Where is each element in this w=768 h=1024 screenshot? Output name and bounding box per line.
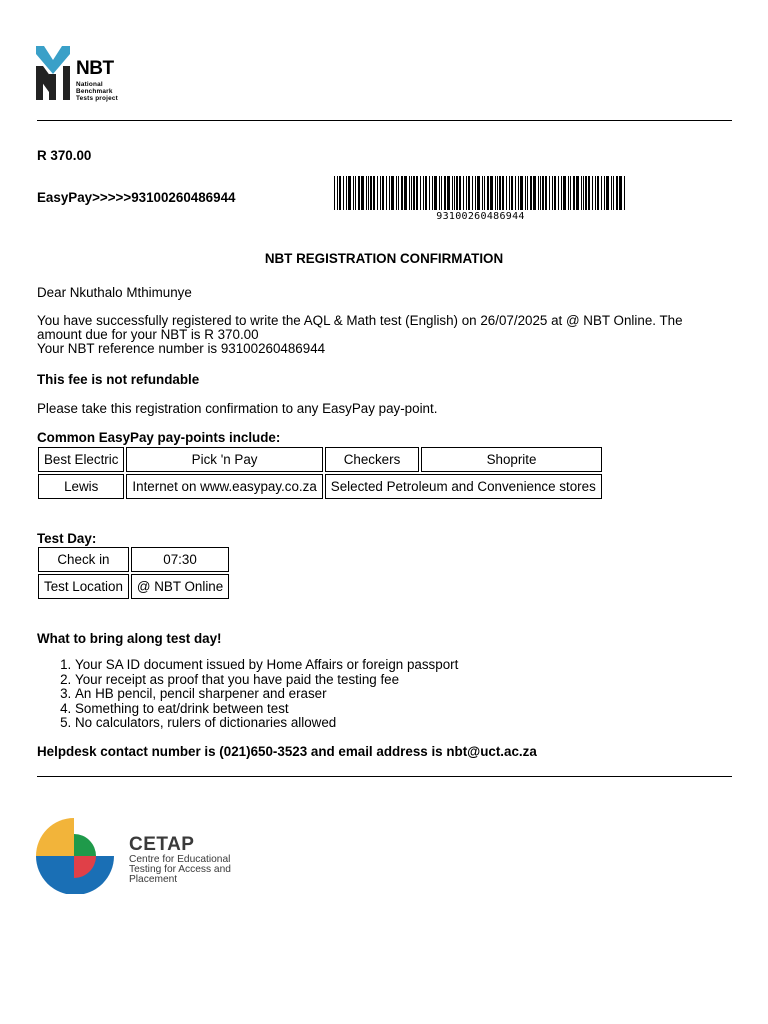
page-title: NBT REGISTRATION CONFIRMATION	[264, 251, 504, 266]
barcode-bar	[538, 176, 539, 210]
barcode-bar	[545, 176, 547, 210]
barcode-bar	[549, 176, 550, 210]
barcode-bar	[366, 176, 367, 210]
test-day-heading: Test Day:	[37, 531, 97, 546]
barcode	[334, 176, 627, 210]
barcode-bar	[506, 176, 507, 210]
barcode-bar	[561, 176, 562, 210]
paypoints-table	[36, 445, 604, 501]
body-line-1: You have successfully registered to write the AQL & Math test (English) on 26/07/2025 at @ NBT Online. The	[37, 313, 683, 328]
barcode-bar	[409, 176, 410, 210]
barcode-number: 93100260486944	[436, 211, 525, 222]
barcode-bar	[613, 176, 614, 210]
list-item: 2. Your receipt as proof that you have paid the testing fee	[75, 673, 458, 688]
list-item: 3. An HB pencil, pencil sharpener and eraser	[75, 687, 458, 702]
barcode-bar	[497, 176, 498, 210]
barcode-bar	[530, 176, 532, 210]
barcode-bar	[398, 176, 399, 210]
barcode-bar	[518, 176, 519, 210]
barcode-bar	[597, 176, 599, 210]
cetap-logo-name: CETAP	[129, 834, 195, 855]
test-day-label: Test Location	[38, 574, 129, 599]
table-row	[38, 574, 229, 599]
barcode-bar	[616, 176, 618, 210]
barcode-bar	[520, 176, 523, 210]
barcode-bar	[527, 176, 528, 210]
cetap-line3: Placement	[129, 874, 178, 885]
barcode-bar	[466, 176, 467, 210]
body-line-2: amount due for your NBT is R 370.00	[37, 327, 259, 343]
barcode-bar	[420, 176, 421, 210]
barcode-bar	[495, 176, 496, 210]
barcode-bar	[568, 176, 569, 210]
nbt-logo-line2: Benchmark	[76, 88, 113, 95]
barcode-bar	[525, 176, 526, 210]
cetap-line2: Testing for Access and	[129, 864, 231, 875]
barcode-bar	[583, 176, 584, 210]
barcode-bar	[511, 176, 513, 210]
helpdesk: Helpdesk contact number is (021)650-3523 and email address is nbt@uct.ac.za	[37, 744, 537, 759]
nbt-logo-icon	[36, 44, 72, 102]
paypoint-cell: Best Electric	[38, 447, 124, 472]
barcode-bar	[425, 176, 427, 210]
barcode-bar	[595, 176, 596, 210]
barcode-bar	[346, 176, 347, 210]
barcode-bar	[382, 176, 384, 210]
barcode-bar	[423, 176, 424, 210]
barcode-bar	[490, 176, 493, 210]
paypoint-cell: Checkers	[325, 447, 419, 472]
instruction: Please take this registration confirmation to any EasyPay pay-point.	[37, 401, 438, 416]
barcode-bar	[482, 176, 483, 210]
table-row	[38, 547, 229, 572]
bring-list	[37, 658, 458, 731]
barcode-bar	[487, 176, 489, 210]
barcode-bar	[370, 176, 372, 210]
barcode-bar	[441, 176, 442, 210]
barcode-bar	[358, 176, 360, 210]
barcode-bar	[573, 176, 575, 210]
barcode-bar	[373, 176, 375, 210]
table-row	[38, 447, 602, 472]
barcode-bar	[509, 176, 510, 210]
cetap-line1: Centre for Educational	[129, 854, 231, 865]
barcode-bar	[429, 176, 430, 210]
barcode-bar	[619, 176, 622, 210]
barcode-bar	[581, 176, 582, 210]
barcode-bar	[396, 176, 397, 210]
barcode-bar	[592, 176, 593, 210]
barcode-bar	[389, 176, 390, 210]
barcode-bar	[416, 176, 418, 210]
greeting: Dear Nkuthalo Mthimunye	[37, 285, 192, 300]
barcode-bar	[353, 176, 354, 210]
nbt-logo-abbr: NBT	[76, 58, 114, 79]
body-line-3: Your NBT reference number is 93100260486944	[37, 341, 326, 357]
barcode-bar	[459, 176, 461, 210]
list-item: 4. Something to eat/drink between test	[75, 702, 458, 717]
barcode-bar	[477, 176, 480, 210]
barcode-bar	[533, 176, 536, 210]
barcode-bar	[444, 176, 446, 210]
barcode-bar	[432, 176, 433, 210]
barcode-bar	[588, 176, 590, 210]
barcode-bar	[337, 176, 338, 210]
cetap-logo-icon	[36, 818, 116, 894]
barcode-bar	[355, 176, 356, 210]
barcode-bar	[456, 176, 458, 210]
paypoint-cell: Shoprite	[421, 447, 602, 472]
body-text	[37, 314, 683, 357]
amount: R 370.00	[37, 148, 92, 163]
table-row	[38, 474, 602, 499]
test-day-value: 07:30	[131, 547, 229, 572]
paypoints-heading: Common EasyPay pay-points include:	[37, 430, 281, 445]
barcode-bar	[502, 176, 504, 210]
barcode-bar	[484, 176, 485, 210]
paypoint-cell: Internet on www.easypay.co.za	[126, 474, 322, 499]
barcode-bar	[611, 176, 612, 210]
list-item: 1. Your SA ID document issued by Home Affairs or foreign passport	[75, 658, 458, 673]
barcode-bar	[439, 176, 440, 210]
barcode-bar	[554, 176, 556, 210]
barcode-bar	[348, 176, 351, 210]
barcode-bar	[552, 176, 553, 210]
barcode-bar	[343, 176, 344, 210]
barcode-bar	[585, 176, 587, 210]
barcode-bar	[334, 176, 335, 210]
paypoint-cell: Lewis	[38, 474, 124, 499]
barcode-bar	[542, 176, 544, 210]
barcode-bar	[401, 176, 403, 210]
test-day-label: Check in	[38, 547, 129, 572]
barcode-bar	[499, 176, 501, 210]
barcode-bar	[475, 176, 476, 210]
barcode-bar	[454, 176, 455, 210]
barcode-bar	[339, 176, 341, 210]
barcode-bar	[468, 176, 470, 210]
barcode-bar	[391, 176, 394, 210]
list-item: 5. No calculators, rulers of dictionaries allowed	[75, 716, 458, 731]
barcode-bar	[447, 176, 450, 210]
barcode-bar	[576, 176, 579, 210]
barcode-bar	[472, 176, 473, 210]
barcode-bar	[463, 176, 464, 210]
barcode-bar	[515, 176, 516, 210]
bring-list-wrap	[37, 658, 458, 731]
nbt-logo-line3: Tests project	[76, 95, 118, 102]
barcode-bar	[411, 176, 412, 210]
bring-heading: What to bring along test day!	[37, 631, 222, 646]
easypay-line: EasyPay>>>>>93100260486944	[37, 190, 236, 205]
barcode-bar	[558, 176, 559, 210]
barcode-bar	[377, 176, 378, 210]
barcode-bar	[361, 176, 364, 210]
test-day-table	[36, 545, 231, 601]
barcode-bar	[404, 176, 407, 210]
barcode-bar	[380, 176, 381, 210]
barcode-bar	[624, 176, 625, 210]
barcode-bar	[413, 176, 415, 210]
barcode-bar	[570, 176, 571, 210]
barcode-bar	[434, 176, 437, 210]
paypoint-cell: Selected Petroleum and Convenience stores	[325, 474, 602, 499]
bottom-divider	[37, 776, 732, 777]
barcode-bar	[386, 176, 387, 210]
barcode-bar	[563, 176, 566, 210]
barcode-bar	[604, 176, 605, 210]
nbt-logo	[36, 44, 136, 104]
barcode-bar	[368, 176, 369, 210]
barcode-bar	[601, 176, 602, 210]
fee-note: This fee is not refundable	[37, 372, 200, 387]
barcode-bar	[540, 176, 541, 210]
nbt-logo-line1: National	[76, 81, 103, 88]
test-day-value: @ NBT Online	[131, 574, 229, 599]
top-divider	[37, 120, 732, 121]
paypoint-cell: Pick 'n Pay	[126, 447, 322, 472]
barcode-bar	[452, 176, 453, 210]
barcode-bar	[606, 176, 609, 210]
